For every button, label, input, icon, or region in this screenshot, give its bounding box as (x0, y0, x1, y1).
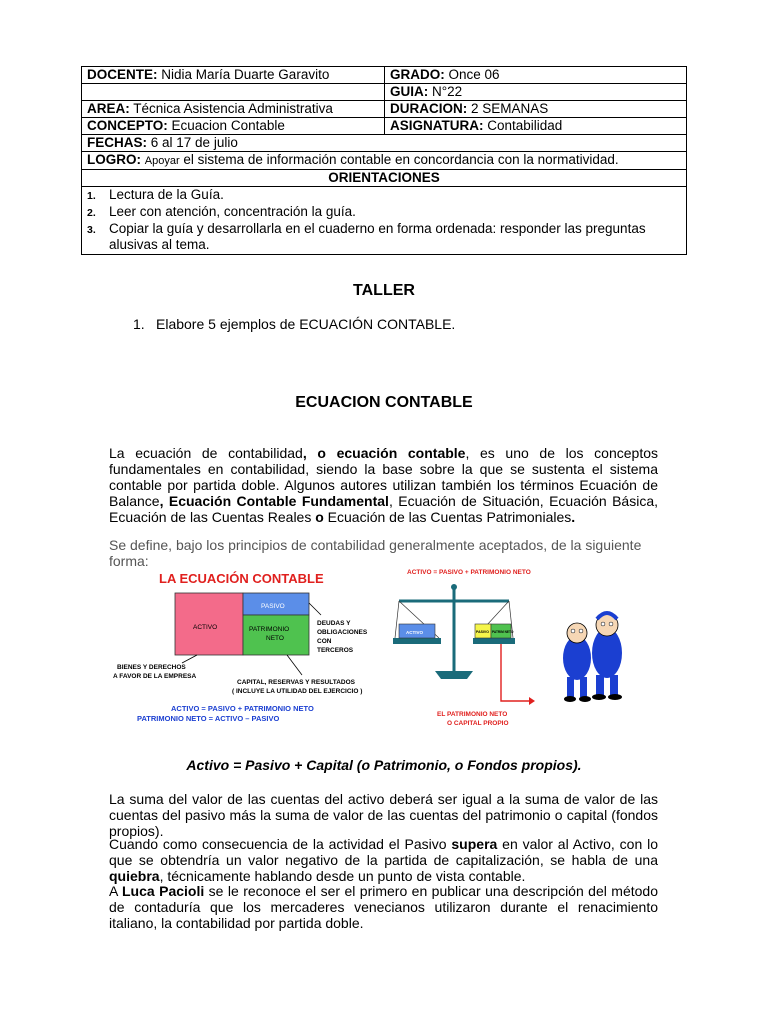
guia-label: GUIA: (390, 84, 429, 99)
formula: Activo = Pasivo + Capital (o Patrimonio, o Fondos propios). (186, 757, 582, 773)
section-title: ECUACION CONTABLE (295, 394, 473, 411)
deudas-label-2: OBLIGACIONES (317, 629, 368, 636)
duracion-value: 2 SEMANAS (471, 101, 549, 116)
figure-title: LA ECUACIÓN CONTABLE (159, 571, 324, 586)
docente-value: Nidia María Duarte Garavito (161, 67, 330, 82)
cartoon-figures-icon (563, 613, 622, 702)
duracion-label: DURACION: (390, 101, 468, 116)
task-num: 1. (133, 316, 145, 332)
grado-label: GRADO: (390, 67, 445, 82)
equation-1: ACTIVO = PASIVO + PATRIMONIO NETO (171, 704, 314, 713)
nota-label-1: EL PATRIMONIO NETO (437, 711, 508, 718)
list-item-text: Leer con atención, concentración la guía. (109, 204, 356, 219)
logro-value: el sistema de información contable en concordancia con la normatividad. (183, 152, 619, 167)
nota-label-2: O CAPITAL PROPIO (447, 720, 509, 727)
list-item-text: Copiar la guía y desarrollarla en el cuaderno en forma ordenada: responder las preguntas alusivas al tema. (109, 221, 646, 252)
list-item-num: 3. (87, 224, 96, 236)
docente-cell (82, 67, 385, 84)
p1-a: La ecuación de contabilidad (109, 445, 303, 461)
guia-cell (385, 84, 687, 101)
paragraph-quiebra (109, 836, 658, 884)
scale-title: ACTIVO = PASIVO + PATRIMONIO NETO (407, 569, 531, 576)
fechas-label: FECHAS: (87, 135, 147, 150)
list-item (87, 204, 681, 221)
capital-label-2: ( INCLUYE LA UTILIDAD DEL EJERCICIO ) (232, 688, 363, 695)
bienes-connector (182, 655, 197, 663)
deudas-connector (309, 603, 321, 615)
p1-j: . (571, 509, 576, 525)
equation-figure (107, 563, 667, 728)
pasivo-label: PASIVO (261, 603, 285, 610)
p1-e: , Ecuación de Situación (388, 493, 540, 509)
fechas-cell (82, 135, 687, 152)
p1-h: o (315, 509, 324, 525)
nota-arrow (501, 644, 529, 701)
capital-label-1: CAPITAL, RESERVAS Y RESULTADOS (237, 679, 355, 686)
grado-value: Once 06 (448, 67, 500, 82)
p4-c: en valor al Activo, con lo que se obtendría un valor negativo de la partida de capitalización, se habla de una (109, 836, 658, 868)
header-table (81, 66, 687, 255)
asignatura-cell (385, 118, 687, 135)
task-item (133, 316, 455, 332)
area-label: AREA: (87, 101, 130, 116)
p1-d: , Ecuación Contable Fundamental (159, 493, 389, 509)
p4-e: , técnicamente hablando desde un punto de vista contable. (159, 868, 526, 884)
logro-cell (82, 152, 687, 170)
orientaciones-list (87, 187, 681, 254)
p4-b: supera (451, 836, 498, 852)
fechas-value: 6 al 17 de julio (150, 135, 238, 150)
patrimonio-label-2: NETO (266, 635, 284, 642)
p4-d: quiebra (109, 868, 160, 884)
task-text: Elabore 5 ejemplos de ECUACIÓN CONTABLE. (156, 316, 456, 332)
asignatura-value: Contabilidad (487, 118, 563, 133)
concepto-cell (82, 118, 385, 135)
guia-value: N°22 (432, 84, 463, 99)
p1-i: Ecuación de las Cuentas Patrimoniales (323, 509, 572, 525)
p1-f: , Ecuación Básica (539, 493, 655, 509)
deudas-label-4: TERCEROS (317, 647, 354, 654)
deudas-label-3: CON (317, 638, 332, 645)
logro-label: LOGRO: (87, 152, 141, 167)
p1-b: , o ecuación contable (302, 445, 466, 461)
paragraph-intro (109, 445, 658, 525)
deudas-label-1: DEUDAS Y (317, 620, 351, 627)
concepto-label: CONCEPTO: (87, 118, 168, 133)
area-cell (82, 101, 385, 118)
scale-patrimonio-label: PATRIM NETO (492, 630, 514, 634)
list-item (87, 221, 681, 253)
bienes-label-1: BIENES Y DERECHOS (117, 664, 186, 671)
p5-a: A (109, 883, 122, 899)
list-item-text: Lectura de la Guía. (109, 187, 224, 202)
paragraph-pacioli (109, 883, 658, 931)
capital-connector (287, 655, 302, 675)
p4-a: Cuando como consecuencia de la actividad el Pasivo (109, 836, 452, 852)
orientaciones-cell (82, 187, 687, 255)
list-item-num: 1. (87, 190, 96, 202)
scale-pasivo-label: PASIVO (476, 630, 489, 634)
docente-label: DOCENTE: (87, 67, 158, 82)
list-item-num: 2. (87, 207, 96, 219)
logro-verb: Apoyar (144, 155, 180, 167)
scale-activo-label: ACTIVO (406, 630, 424, 635)
empty-cell (82, 84, 385, 101)
patrimonio-label-1: PATRIMONIO (249, 626, 290, 633)
activo-label: ACTIVO (193, 624, 218, 631)
p1-g: , Ecuación de las Cuentas Reales (109, 493, 658, 525)
area-value: Técnica Asistencia Administrativa (133, 101, 333, 116)
paragraph-define: Se define, bajo los principios de contabilidad generalmente aceptados, de la siguiente forma: (109, 537, 642, 569)
duracion-cell (385, 101, 687, 118)
nota-arrowhead (529, 697, 535, 705)
paragraph-sum: La suma del valor de las cuentas del activo deberá ser igual a la suma de valor de las cuentas del pasivo más la suma de valor de las cuentas del patrimonio o capital (fondos propios). (109, 791, 658, 839)
list-item (87, 187, 681, 204)
asignatura-label: ASIGNATURA: (390, 118, 484, 133)
p1-c: , es uno de los conceptos fundamentales en contabilidad, siendo la base sobre la que se sustenta el sistema contable por partida doble. Algunos autores utilizan también los términos Ecuación de Balance (109, 445, 658, 509)
equation-2: PATRIMONIO NETO = ACTIVO – PASIVO (137, 714, 280, 723)
concepto-value: Ecuacion Contable (171, 118, 285, 133)
orientaciones-title: ORIENTACIONES (82, 170, 687, 187)
p5-c: se le reconoce el ser el primero en publicar una descripción del método de contaduría que los mercaderes venecianos utilizaron durante el renacimiento italiano, la contabilidad por partida doble. (109, 883, 658, 931)
bienes-label-2: A FAVOR DE LA EMPRESA (113, 673, 197, 680)
p5-b: Luca Pacioli (122, 883, 205, 899)
grado-cell (385, 67, 687, 84)
taller-title: TALLER (353, 282, 415, 299)
